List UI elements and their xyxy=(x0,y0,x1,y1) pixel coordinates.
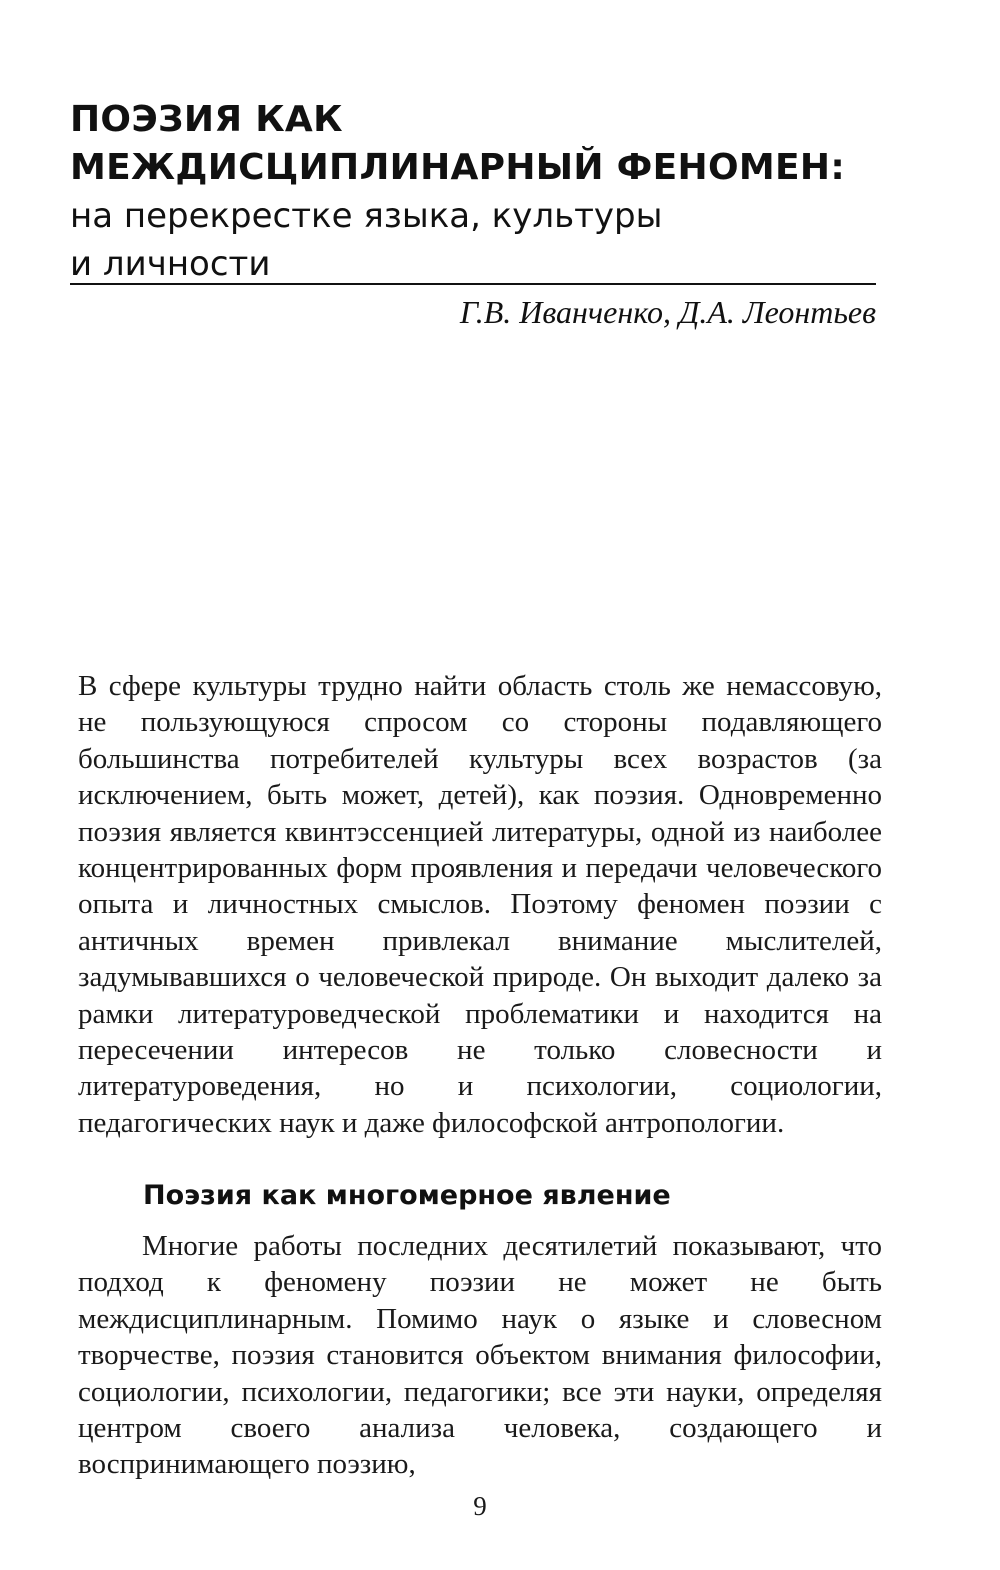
article-title-line-1: ПОЭЗИЯ КАК xyxy=(70,99,343,140)
article-title-line-2: МЕЖДИСЦИПЛИНАРНЫЙ ФЕНОМЕН: xyxy=(70,147,846,188)
article-authors: Г.В. Иванченко, Д.А. Леонтьев xyxy=(459,294,876,330)
body-paragraph-2: Многие работы последних десятилетий показывают, что подход к феномену поэзии не может не быть междисциплинарным. Помимо наук о языке и словесном творчестве, поэзия становится объектом внимания философии, социологии, психологии, педагогики; все эти науки, определяя центром своего анализа человека, создающего и воспринимающего поэзию, xyxy=(78,1230,882,1481)
body-paragraph-1: В сфере культуры трудно найти область столь же немассовую, не пользующуюся спросом со стороны подавляющего большинства потребителей культуры всех возрастов (за исключением, быть может, детей), как поэзия. Одновременно поэзия является квинтэссенцией литературы, одной из наиболее концентрированных форм проявления и передачи человеческого опыта и личностных смыслов. Поэтому феномен поэзии с античных времен привлекал внимание мыслителей, задумывавшихся о человеческой природе. Он выходит далеко за рамки литературоведческой проблематики и находится на пересечении интересов не только словесности и литературоведения, но и психологии, социологии, педагогических наук и даже философской антропологии. xyxy=(78,670,882,1139)
article-subtitle-line-2: и личности xyxy=(70,244,271,284)
section-heading: Поэзия как многомерное явление xyxy=(143,1180,671,1211)
article-subtitle-line-1: на перекрестке языка, культуры xyxy=(70,196,663,236)
page-number: 9 xyxy=(473,1491,487,1521)
title-divider xyxy=(70,283,876,285)
article-title-block xyxy=(70,96,880,288)
